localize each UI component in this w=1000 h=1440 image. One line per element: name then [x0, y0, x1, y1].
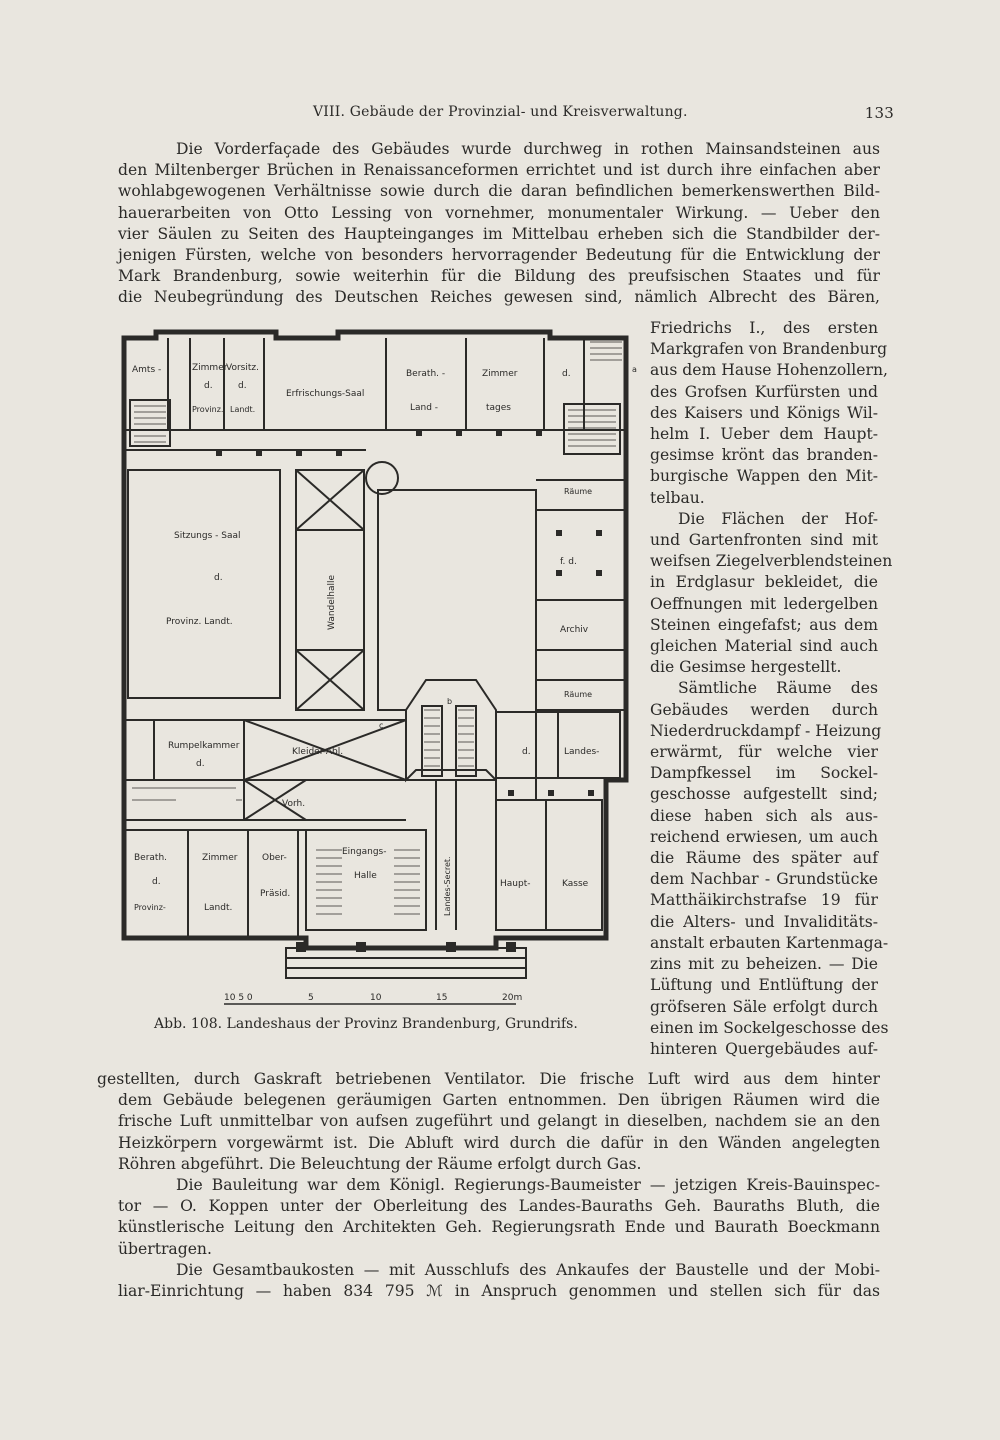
plan-label: Zimmer: [482, 369, 518, 379]
text-line: wohlabgewogenen Verhältnisse sowie durch die daran befindlichen bemerkenswerthen Bild-: [118, 182, 880, 201]
plan-label: tages: [486, 403, 511, 413]
text-line: Niederdruckdampf - Heizung: [650, 721, 882, 740]
text-line: in Erdglasur bekleidet, die: [650, 573, 878, 592]
text-line: des Kaisers und Königs Wil-: [650, 403, 878, 422]
bottom-text: [97, 1069, 880, 1302]
plan-label: d.: [562, 369, 571, 379]
text-line: übertragen.: [118, 1239, 212, 1258]
text-line: Friedrichs I., des ersten: [650, 319, 878, 337]
text-line: und Gartenfronten sind mit: [650, 531, 878, 550]
plan-label: d.: [152, 877, 161, 887]
scale-label: 10 5 0: [224, 993, 253, 1003]
plan-label: Wandelhalle: [327, 574, 337, 630]
text-line: aus dem Hause Hohenzollern,: [650, 361, 888, 380]
plan-label: Ober-: [262, 853, 287, 863]
text-line: Mark Brandenburg, sowie weiterhin für die Bildung des preufsischen Staates und für: [118, 267, 880, 286]
plan-label: Vorsitz.: [226, 363, 259, 373]
plan-label: d.: [522, 747, 531, 757]
floor-plan-figure: [116, 330, 637, 1003]
plan-label: Halle: [354, 871, 377, 881]
text-line: künstlerische Leitung den Architekten Geh. Regierungsrath Ende und Baurath Boeckmann: [118, 1218, 880, 1237]
plan-label: Provinz.: [192, 405, 224, 414]
text-line: tor — O. Koppen unter der Oberleitung des Landes-Bauraths Geh. Bauraths Bluth, die: [118, 1197, 880, 1216]
text-line: reichend erwiesen, um auch: [650, 827, 878, 846]
plan-label: Archiv: [560, 625, 589, 635]
plan-label: c: [379, 721, 384, 730]
plan-label: Rumpelkammer: [168, 741, 240, 751]
text-line: vier Säulen zu Seiten des Haupteinganges im Mittelbau erheben sich die Standbilder der-: [118, 224, 880, 243]
scale-label: 5: [308, 993, 314, 1003]
text-line: des Grofsen Kurfürsten und: [650, 382, 878, 401]
text-line: erwärmt, für welche vier: [650, 743, 878, 762]
text-line: gröfseren Säle erfolgt durch: [650, 997, 878, 1016]
text-line: Gebäudes werden durch: [650, 700, 878, 719]
text-line: Heizkörpern vorgewärmt ist. Die Abluft wird durch die dafür in den Wänden angelegten: [118, 1133, 880, 1152]
text-line: hinteren Quergebäudes auf-: [650, 1039, 878, 1058]
plan-label: Berath. -: [406, 369, 446, 379]
inner-walls: [124, 338, 626, 978]
text-line: den Miltenberger Brüchen in Renaissanceformen errichtet und ist durch ihre einfachen aber: [118, 161, 880, 180]
text-line: Dampfkessel im Sockel-: [650, 764, 878, 783]
scale-label: 10: [370, 993, 382, 1003]
plan-label: Provinz. Landt.: [166, 617, 233, 627]
scale-label: 15: [436, 993, 448, 1003]
plan-label: Haupt-: [500, 879, 531, 889]
text-line: dem Gebäude belegenen geräumigen Garten entnommen. Den übrigen Räumen wird die: [118, 1091, 880, 1110]
text-line: Die Flächen der Hof-: [678, 509, 878, 528]
right-column-text: [650, 318, 893, 1060]
text-line: Die Bauleitung war dem Königl. Regierungs-Baumeister — jetzigen Kreis-Bauinspec-: [176, 1176, 880, 1195]
plan-label: Vorh.: [282, 799, 306, 809]
scale-bar: [224, 993, 522, 1004]
plan-label: Zimmer: [192, 363, 228, 373]
text-line: Sämtliche Räume des: [678, 679, 878, 698]
plan-label: Landt.: [204, 903, 233, 913]
scale-label: 20m: [502, 993, 523, 1003]
text-line: burgische Wappen den Mit-: [650, 467, 878, 486]
text-line: dem Nachbar - Grundstücke: [650, 870, 878, 889]
plan-label: Provinz-: [134, 903, 166, 912]
text-line: die Räume des später auf: [650, 849, 878, 868]
text-line: einen im Sockelgeschosse des: [650, 1018, 889, 1037]
text-line: liar-Einrichtung — haben 834 795 ℳ in Anspruch genommen und stellen sich für das: [118, 1282, 880, 1301]
text-line: gleichen Material sind auch: [650, 637, 878, 656]
plan-label: d.: [214, 573, 223, 583]
plan-label: Landes-: [564, 747, 600, 757]
plan-label: Sitzungs - Saal: [174, 531, 241, 541]
plan-label: b: [447, 697, 453, 706]
text-line: Steinen eingefafst; aus dem: [650, 615, 878, 634]
plan-label: Erfrischungs-Saal: [286, 389, 365, 399]
plan-label: Kleider-Abl.: [292, 747, 344, 757]
plan-label: Kasse: [562, 879, 589, 889]
plan-label: d.: [204, 381, 213, 391]
text-line: die Alters- und Invaliditäts-: [650, 912, 878, 931]
text-line: Matthäikirchstrafse 19 für: [650, 891, 878, 910]
plan-label: Räume: [564, 487, 593, 496]
plan-label: Land -: [410, 403, 439, 413]
text-line: hauerarbeiten von Otto Lessing von vornehmer, monumentaler Wirkung. — Ueber den: [118, 203, 880, 222]
text-line: Lüftung und Entlüftung der: [650, 976, 878, 995]
text-line: geschosse aufgestellt sind;: [650, 785, 878, 804]
text-line: die Gesimse hergestellt.: [650, 658, 842, 677]
plan-labels: [132, 363, 637, 916]
figure-caption: Abb. 108. Landeshaus der Provinz Brandenburg, Grundrifs.: [154, 1016, 578, 1032]
plan-label: Landt.: [230, 405, 256, 414]
page-number: 133: [864, 104, 894, 122]
plan-label: a: [632, 365, 637, 374]
plan-label: Präsid.: [260, 889, 291, 899]
text-line: weifsen Ziegelverblendsteinen: [650, 552, 893, 571]
plan-label: Räume: [564, 690, 593, 699]
text-line: Die Gesamtbaukosten — mit Ausschlufs des Ankaufes der Baustelle und der Mobi-: [176, 1260, 880, 1279]
text-line: jenigen Fürsten, welche von besonders hervorragender Bedeutung für die Entwicklung der: [118, 246, 880, 265]
text-line: Markgrafen von Brandenburg: [650, 340, 888, 359]
text-line: helm I. Ueber dem Haupt-: [650, 425, 878, 444]
chapter-title: VIII. Gebäude der Provinzial- und Kreisverwaltung.: [313, 104, 688, 120]
text-line: zins mit zu beheizen. — Die: [650, 955, 878, 974]
plan-label: Berath.: [134, 853, 168, 863]
plan-label: Zimmer: [202, 853, 238, 863]
plan-label: d.: [196, 759, 205, 769]
plan-label: Landes-Secret.: [443, 856, 452, 916]
plan-label: d.: [238, 381, 247, 391]
plan-label: Amts -: [132, 365, 162, 375]
text-line: Die Vorderfaçade des Gebäudes wurde durchweg in rothen Mainsandsteinen aus: [176, 140, 880, 158]
text-line: die Neubegründung des Deutschen Reiches gewesen sind, nämlich Albrecht des Bären,: [118, 288, 880, 307]
plan-label: f. d.: [560, 557, 577, 567]
text-line: anstalt erbauten Kartenmaga-: [650, 933, 889, 952]
text-line: Oeffnungen mit ledergelben: [650, 594, 878, 613]
text-line: gesimse krönt das branden-: [650, 446, 878, 465]
text-line: telbau.: [650, 488, 705, 507]
plan-label: Eingangs-: [342, 847, 387, 857]
floor-plan-drawing: [116, 330, 637, 1003]
text-line: frische Luft unmittelbar von aufsen zugeführt und gelangt in dieselben, nachdem sie an den: [118, 1112, 880, 1131]
text-line: gestellten, durch Gaskraft betriebenen Ventilator. Die frische Luft wird aus dem hinter: [97, 1070, 880, 1088]
text-line: diese haben sich als aus-: [650, 806, 878, 825]
text-line: Röhren abgeführt. Die Beleuchtung der Räume erfolgt durch Gas.: [118, 1154, 642, 1173]
paragraph-facade: [118, 139, 880, 309]
